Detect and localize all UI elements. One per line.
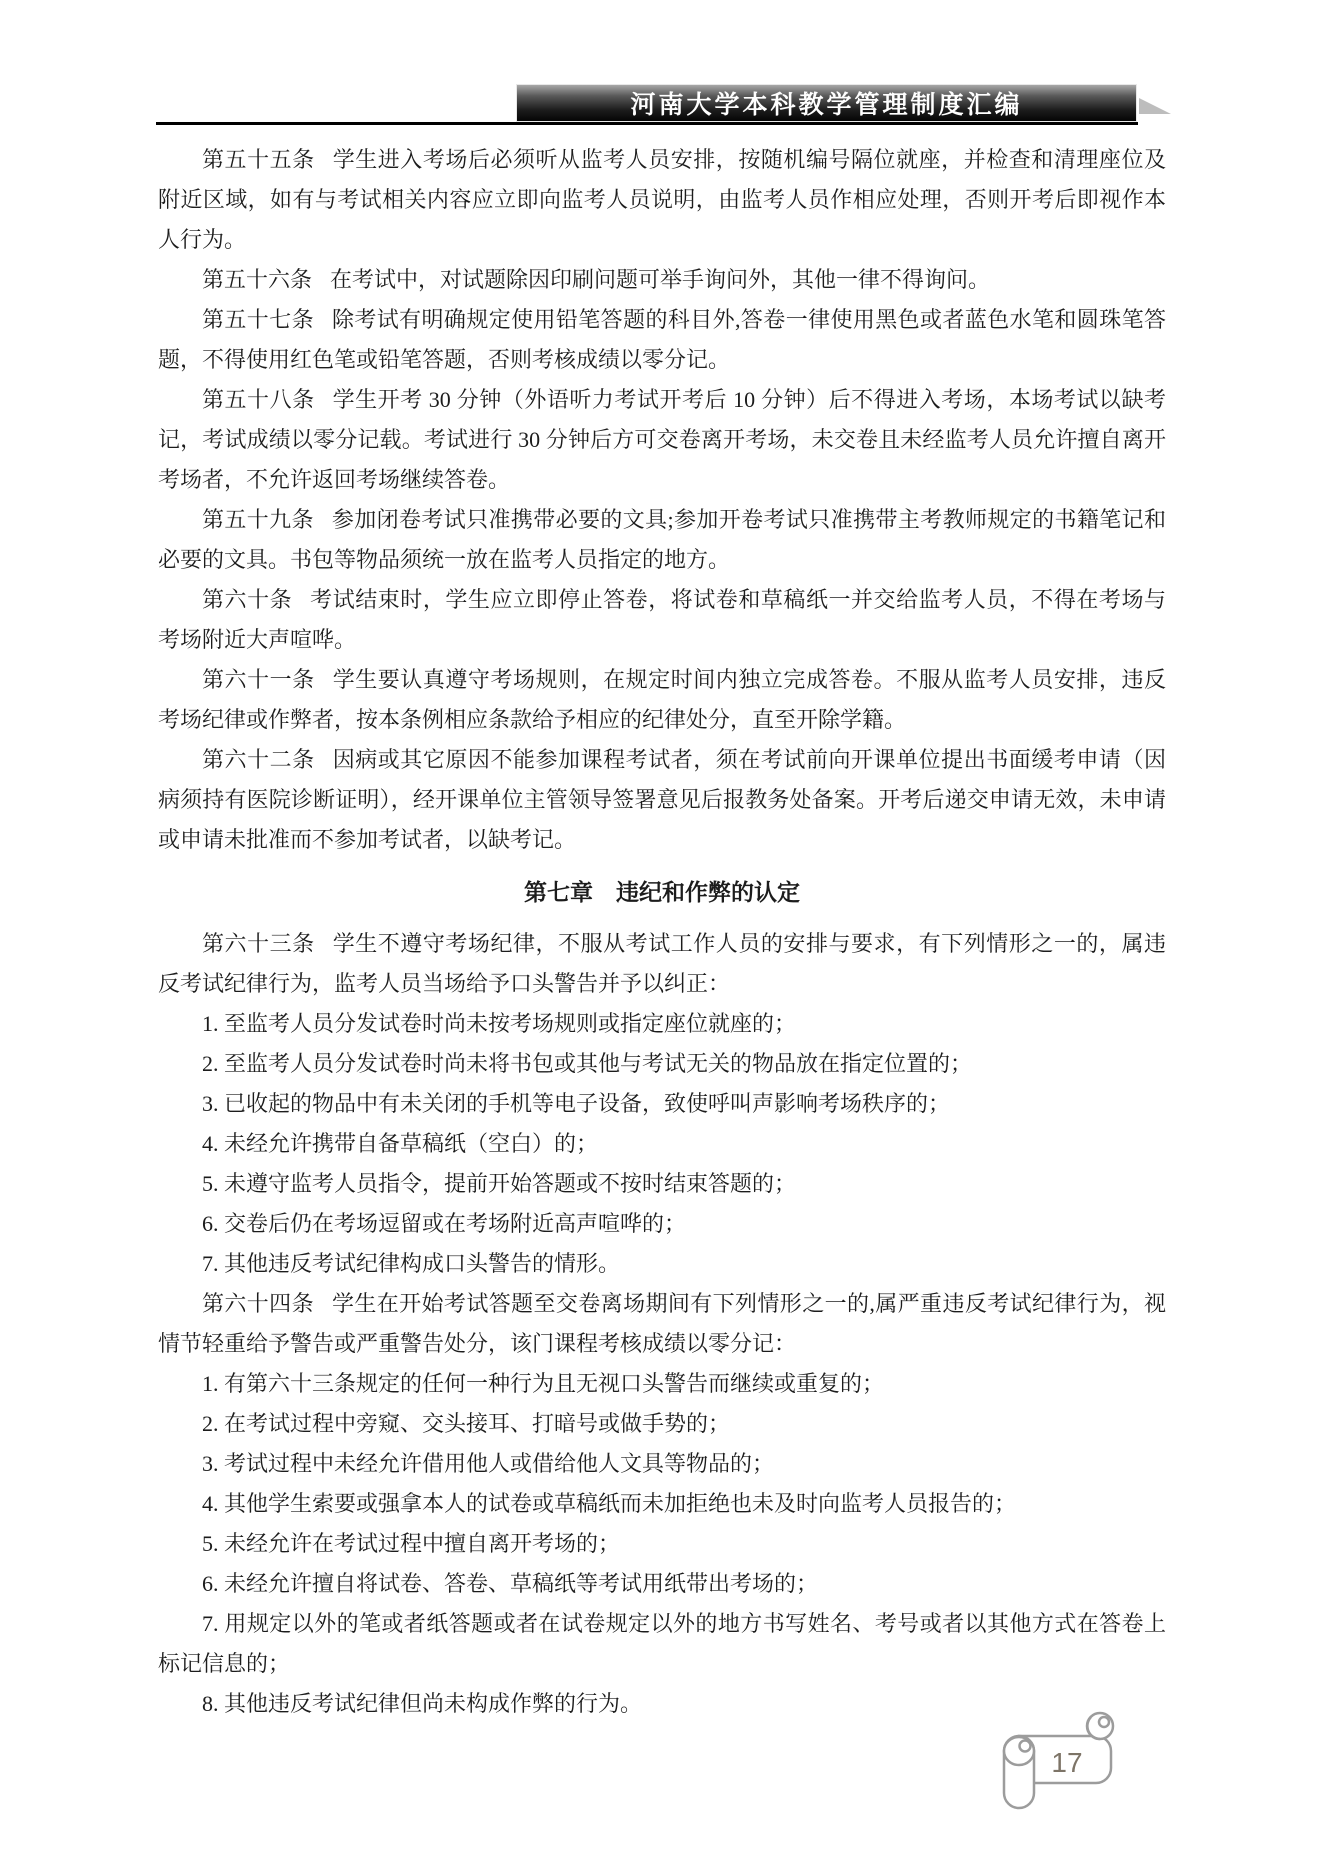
article-56 xyxy=(158,260,1166,300)
article-63-label: 第六十三条 xyxy=(202,931,315,956)
serious-item-7: 7. 用规定以外的笔或者纸答题或者在试卷规定以外的地方书写姓名、考号或者以其他方式在答卷上标记信息的； xyxy=(158,1611,1166,1676)
banner-corner-shadow xyxy=(1139,98,1171,114)
article-57-label: 第五十七条 xyxy=(202,307,314,332)
article-62 xyxy=(158,740,1166,860)
page-number: 17 xyxy=(1051,1747,1083,1778)
warning-item-7: 7. 其他违反考试纪律构成口头警告的情形。 xyxy=(202,1251,621,1276)
article-60-text: 考试结束时，学生应立即停止答卷，将试卷和草稿纸一并交给监考人员，不得在考场与考场附近大声喧哗。 xyxy=(158,587,1166,652)
article-55-label: 第五十五条 xyxy=(202,147,315,172)
article-63-text: 学生不遵守考场纪律，不服从考试工作人员的安排与要求，有下列情形之一的，属违反考试纪律行为，监考人员当场给予口头警告并予以纠正： xyxy=(158,931,1166,996)
serious-item-4: 4. 其他学生索要或强拿本人的试卷或草稿纸而未加拒绝也未及时向监考人员报告的； xyxy=(202,1491,1017,1516)
serious-item-6: 6. 未经允许擅自将试卷、答卷、草稿纸等考试用纸带出考场的； xyxy=(202,1571,819,1596)
serious-item-8: 8. 其他违反考试纪律但尚未构成作弊的行为。 xyxy=(202,1691,643,1716)
warning-item-5: 5. 未遵守监考人员指令，提前开始答题或不按时结束答题的； xyxy=(202,1171,797,1196)
serious-item-2: 2. 在考试过程中旁窥、交头接耳、打暗号或做手势的； xyxy=(202,1411,731,1436)
article-61-text: 学生要认真遵守考场规则，在规定时间内独立完成答卷。不服从监考人员安排，违反考场纪律或作弊者，按本条例相应条款给予相应的纪律处分，直至开除学籍。 xyxy=(158,667,1166,732)
page-number-scroll-icon xyxy=(995,1710,1125,1818)
warning-item-6: 6. 交卷后仍在考场逗留或在考场附近高声喧哗的； xyxy=(202,1211,687,1236)
page-number-footer xyxy=(995,1710,1125,1818)
article-56-label: 第五十六条 xyxy=(202,267,313,292)
article-55 xyxy=(158,140,1166,260)
article-60 xyxy=(158,580,1166,660)
chapter-7-heading: 第七章 违纪和作弊的认定 xyxy=(524,879,800,905)
article-60-label: 第六十条 xyxy=(202,587,293,612)
article-59-label: 第五十九条 xyxy=(202,507,314,532)
document-body xyxy=(158,140,1166,1724)
article-56-text: 在考试中，对试题除因印刷问题可举手询问外，其他一律不得询问。 xyxy=(330,267,991,292)
warning-item-1: 1. 至监考人员分发试卷时尚未按考场规则或指定座位就座的； xyxy=(202,1011,797,1036)
article-62-label: 第六十二条 xyxy=(202,747,315,772)
article-61 xyxy=(158,660,1166,740)
article-64-label: 第六十四条 xyxy=(202,1291,314,1316)
header-banner xyxy=(516,84,1137,122)
serious-item-1: 1. 有第六十三条规定的任何一种行为且无视口头警告而继续或重复的； xyxy=(202,1371,885,1396)
article-64-text: 学生在开始考试答题至交卷离场期间有下列情形之一的,属严重违反考试纪律行为，视情节轻重给予警告或严重警告处分，该门课程考核成绩以零分记： xyxy=(158,1291,1166,1356)
warning-item-4: 4. 未经允许携带自备草稿纸（空白）的； xyxy=(202,1131,599,1156)
article-63 xyxy=(158,924,1166,1004)
warning-item-2: 2. 至监考人员分发试卷时尚未将书包或其他与考试无关的物品放在指定位置的； xyxy=(202,1051,973,1076)
header-divider-line xyxy=(156,122,1138,125)
document-title: 河南大学本科教学管理制度汇编 xyxy=(630,91,1023,119)
article-58 xyxy=(158,380,1166,500)
article-59 xyxy=(158,500,1166,580)
article-57-text: 除考试有明确规定使用铅笔答题的科目外,答卷一律使用黑色或者蓝色水笔和圆珠笔答题，不得使用红色笔或铅笔答题，否则考核成绩以零分记。 xyxy=(158,307,1166,372)
article-61-label: 第六十一条 xyxy=(202,667,315,692)
article-55-text: 学生进入考场后必须听从监考人员安排，按随机编号隔位就座，并检查和清理座位及附近区域，如有与考试相关内容应立即向监考人员说明，由监考人员作相应处理，否则开考后即视作本人行为。 xyxy=(158,147,1166,252)
article-58-label: 第五十八条 xyxy=(202,387,315,412)
article-62-text: 因病或其它原因不能参加课程考试者，须在考试前向开课单位提出书面缓考申请（因病须持有医院诊断证明），经开课单位主管领导签署意见后报教务处备案。开考后递交申请无效，未申请或申请未批准而不参加考试者，以缺考记。 xyxy=(158,747,1166,852)
article-58-text: 学生开考 30 分钟（外语听力考试开考后 10 分钟）后不得进入考场，本场考试以缺考记，考试成绩以零分记载。考试进行 30 分钟后方可交卷离开考场，未交卷且未经监考人员允许擅自离开考场者，不允许返回考场继续答卷。 xyxy=(158,387,1166,492)
serious-item-3: 3. 考试过程中未经允许借用他人或借给他人文具等物品的； xyxy=(202,1451,775,1476)
article-57 xyxy=(158,300,1166,380)
serious-item-5: 5. 未经允许在考试过程中擅自离开考场的； xyxy=(202,1531,621,1556)
warning-item-3: 3. 已收起的物品中有未关闭的手机等电子设备，致使呼叫声影响考场秩序的； xyxy=(202,1091,951,1116)
article-59-text: 参加闭卷考试只准携带必要的文具;参加开卷考试只准携带主考教师规定的书籍笔记和必要的文具。书包等物品须统一放在监考人员指定的地方。 xyxy=(158,507,1166,572)
article-64 xyxy=(158,1284,1166,1364)
